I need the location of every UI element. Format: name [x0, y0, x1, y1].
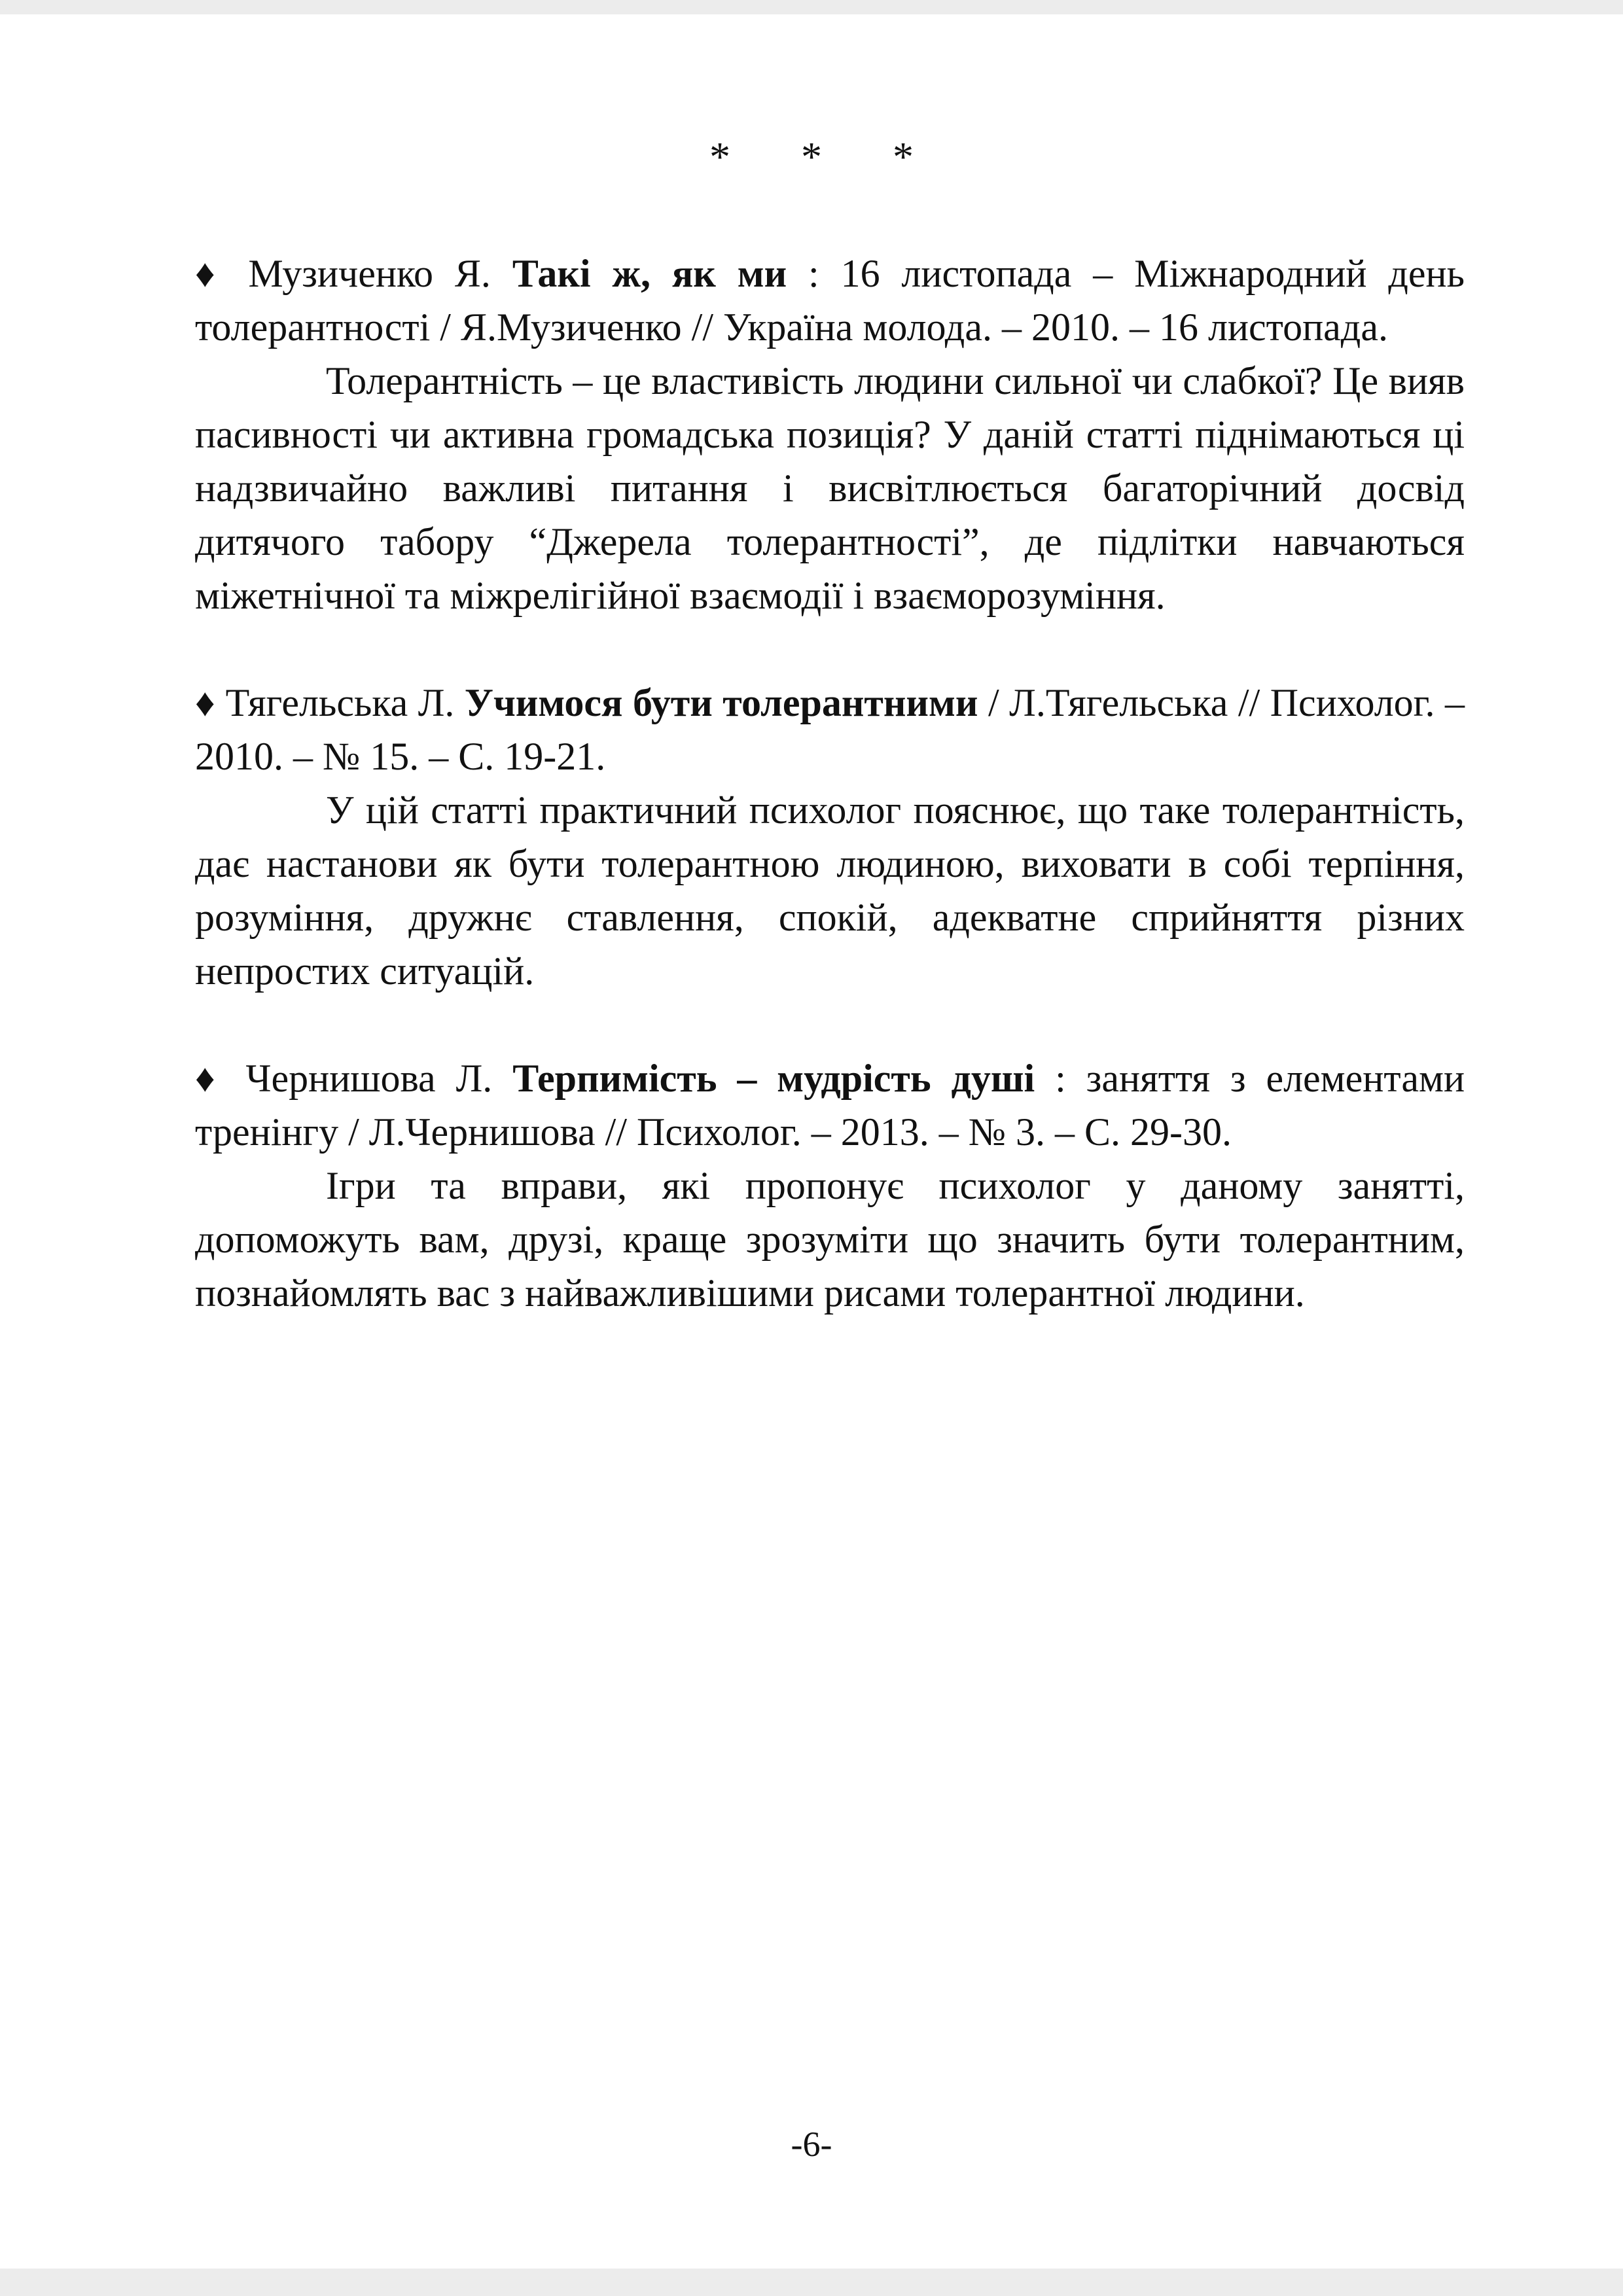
citation: [195, 1051, 1465, 1159]
citation-author: Тягельська Л.: [225, 681, 455, 724]
citation-author: Чернишова Л.: [245, 1057, 493, 1100]
bullet-icon: ♦: [195, 1057, 226, 1100]
section-separator: [0, 131, 1623, 183]
bullet-icon: ♦: [195, 681, 216, 724]
annotation: У цій статті практичний психолог пояснює, що таке толерантність, дає настанови як бути толерантною людиною, виховати в собі терпіння, розуміння, дружнє ставлення, спокій, адекватне сприйняття різних непростих ситуацій.: [195, 788, 1465, 993]
separator-asterisk: *: [709, 133, 730, 180]
bibliography-entry: [195, 247, 1465, 622]
citation-title: Терпимість – мудрість душі: [512, 1057, 1035, 1100]
citation-details: : заняття з елементами тренінгу / Л.Чернишова // Психолог. – 2013. – № 3. – С. 29-30.: [195, 1057, 1465, 1154]
bullet-icon: ♦: [195, 252, 227, 295]
bibliography-entry: [195, 1051, 1465, 1320]
bibliography-list: [195, 247, 1465, 1373]
citation-author: Музиченко Я.: [248, 252, 491, 295]
annotation: Ігри та вправи, які пропонує психолог у даному занятті, допоможуть вам, друзі, краще зрозуміти що значить бути толерантним, познайомлять вас з найважливішими рисами толерантної людини.: [195, 1164, 1465, 1315]
citation-title: Учимося бути толерантними: [464, 681, 978, 724]
separator-asterisk: *: [801, 133, 822, 180]
citation-details: / Л.Тягельська // Психолог. – 2010. – № 15. – С. 19-21.: [195, 681, 1465, 778]
citation-title: Такі ж, як ми: [512, 252, 787, 295]
page-number: -6-: [791, 2125, 832, 2164]
citation: [195, 247, 1465, 354]
annotation: Толерантність – це властивість людини сильної чи слабкої? Це вияв пасивності чи активна громадська позиція? У даній статті піднімаються ці надзвичайно важливі питання і висвітлюється багаторічний досвід дитячого табору “Джерела толерантності”, де підлітки навчаються міжетнічної та міжрелігійної взаємодії і взаєморозуміння.: [195, 359, 1465, 617]
separator-asterisk: *: [893, 133, 914, 180]
bibliography-entry: [195, 676, 1465, 998]
citation: [195, 676, 1465, 783]
document-page: [0, 14, 1623, 2269]
citation-details: : 16 листопада – Міжнародний день толерантності / Я.Музиченко // Україна молода. – 2010. – 16 листопада.: [195, 252, 1465, 349]
